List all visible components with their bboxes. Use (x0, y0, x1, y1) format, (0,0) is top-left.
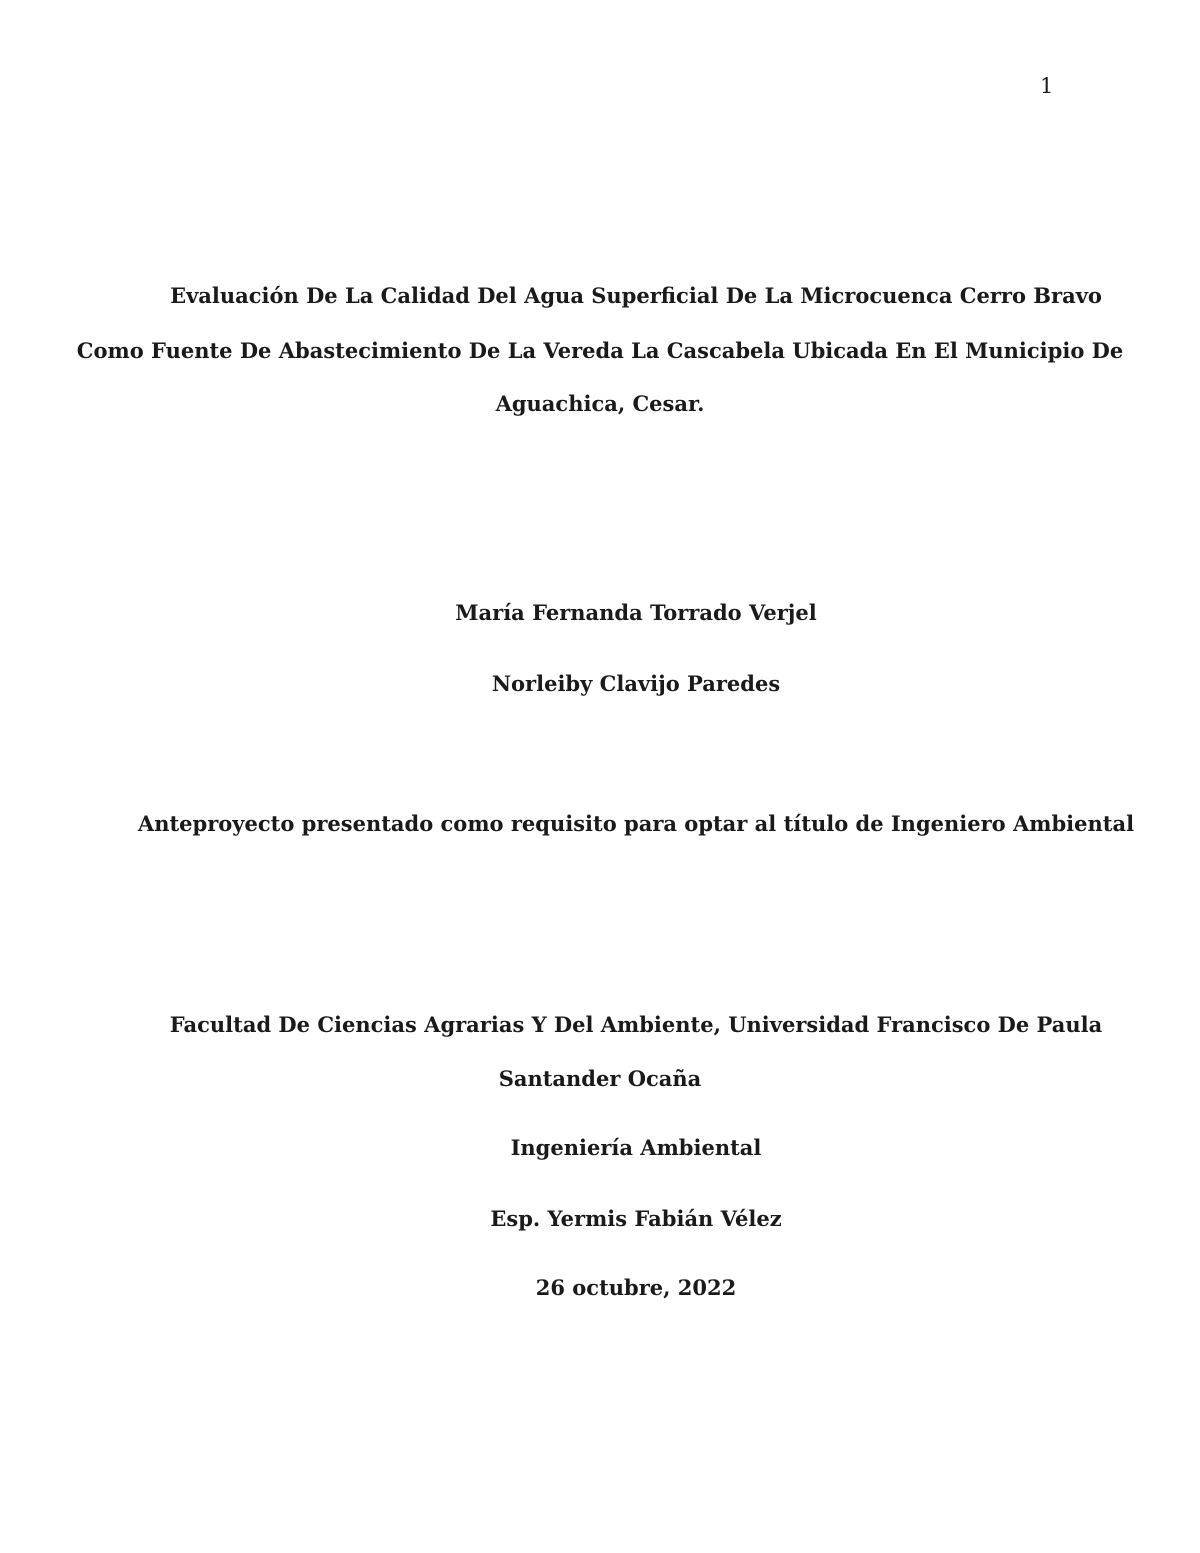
author-1: María Fernanda Torrado Verjel (455, 600, 817, 625)
document-date: 26 octubre, 2022 (535, 1275, 737, 1300)
institution-line-2: Santander Ocaña (498, 1066, 702, 1091)
title-line-1: Evaluación De La Calidad Del Agua Superficial De La Microcuenca Cerro Bravo (170, 283, 1102, 308)
purpose-statement: Anteproyecto presentado como requisito para optar al título de Ingeniero Ambiental (137, 811, 1135, 836)
advisor-name: Esp. Yermis Fabián Vélez (490, 1206, 782, 1231)
author-2: Norleiby Clavijo Paredes (491, 671, 781, 696)
title-line-2: Como Fuente De Abastecimiento De La Vereda La Cascabela Ubicada En El Municipio De (76, 338, 1124, 363)
page-number: 1 (1040, 74, 1054, 98)
institution-line-1: Facultad De Ciencias Agrarias Y Del Ambiente, Universidad Francisco De Paula (169, 1012, 1103, 1037)
title-line-3: Aguachica, Cesar. (495, 391, 705, 416)
program-name: Ingeniería Ambiental (510, 1135, 762, 1160)
